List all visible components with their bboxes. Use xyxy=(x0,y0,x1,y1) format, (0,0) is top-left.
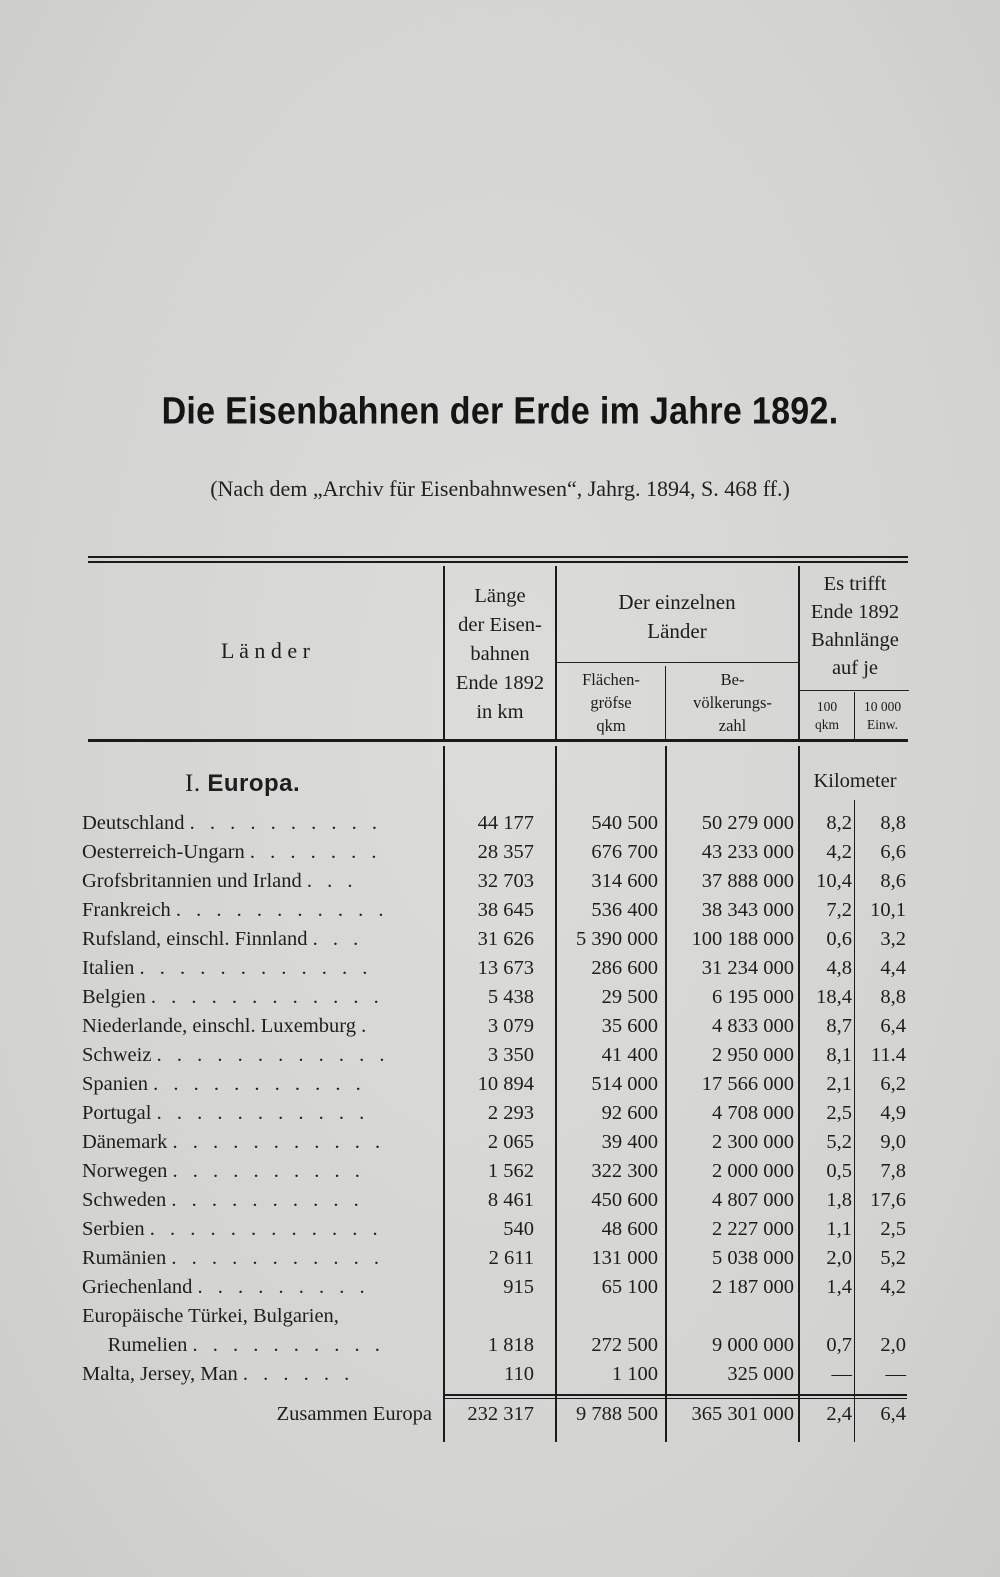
total-bevoelkerung: 365 301 000 xyxy=(691,1403,794,1425)
total-rule xyxy=(443,1394,907,1396)
per-qkm-value: 0,5 xyxy=(826,1160,852,1182)
flaeche-value: 35 600 xyxy=(601,1015,658,1037)
laenge-value: 1 818 xyxy=(487,1334,534,1356)
per-qkm-value: 2,0 xyxy=(826,1247,852,1269)
country-label: Dänemark xyxy=(82,1131,168,1153)
laenge-value: 2 293 xyxy=(487,1102,534,1124)
flaeche-value: 272 500 xyxy=(591,1334,658,1356)
flaeche-value: 65 100 xyxy=(601,1276,658,1298)
per-qkm-value: 1,4 xyxy=(826,1276,852,1298)
per-einw-value: 4,2 xyxy=(880,1276,906,1298)
per-qkm-value: 0,7 xyxy=(826,1334,852,1356)
header-laenge: Länge der Eisen- bahnen Ende 1892 in km xyxy=(455,585,545,723)
bevoelkerung-value: 5 038 000 xyxy=(712,1247,794,1269)
table-row xyxy=(0,1160,1000,1189)
country-label: Schweiz xyxy=(82,1044,152,1066)
bevoelkerung-value: 9 000 000 xyxy=(712,1334,794,1356)
country-name xyxy=(82,1334,434,1357)
country-label: Rumänien xyxy=(82,1247,167,1269)
country-name xyxy=(82,957,434,980)
per-qkm-value: 2,1 xyxy=(826,1073,852,1095)
per-qkm-value: 18,4 xyxy=(816,986,852,1008)
country-name xyxy=(82,928,434,951)
laenge-value: 10 894 xyxy=(477,1073,534,1095)
per-einw-value: 6,6 xyxy=(880,841,906,863)
country-label: Belgien xyxy=(82,986,146,1008)
per-einw-value: 8,6 xyxy=(880,870,906,892)
flaeche-value: 29 500 xyxy=(601,986,658,1008)
flaeche-value: 314 600 xyxy=(591,870,658,892)
per-qkm-value: 4,8 xyxy=(826,957,852,979)
laenge-value: 915 xyxy=(503,1276,534,1298)
header-bottom-rule xyxy=(88,739,908,742)
table-row xyxy=(0,1131,1000,1160)
country-label: Malta, Jersey, Man xyxy=(82,1363,238,1385)
per-einw-value: 17,6 xyxy=(870,1189,906,1211)
country-label: Italien xyxy=(82,957,135,979)
section-heading: I. Europa. xyxy=(185,770,301,797)
total-per-einw: 6,4 xyxy=(880,1403,906,1425)
header-laender: L ä n d e r xyxy=(221,638,310,663)
leader-dots: . . . . . . . . . . . . xyxy=(139,957,373,979)
laenge-value: 31 626 xyxy=(477,928,534,950)
leader-dots: . . . . . . . xyxy=(249,841,382,863)
laenge-value: 3 079 xyxy=(487,1015,534,1037)
table-row xyxy=(0,986,1000,1015)
total-laenge: 232 317 xyxy=(467,1403,534,1425)
leader-dots: . . . . . . . . . . . xyxy=(171,1247,385,1269)
page-subtitle: (Nach dem „Archiv für Eisenbahnwesen“, Jahrg. 1894, S. 468 ff.) xyxy=(210,476,790,501)
laenge-value: 28 357 xyxy=(477,841,534,863)
per-einw-value: 3,2 xyxy=(880,928,906,950)
leader-dots: . . . . . . . . . . xyxy=(171,1189,364,1211)
leader-dots: . . . xyxy=(312,928,364,950)
table-row xyxy=(0,1276,1000,1305)
table-row xyxy=(0,870,1000,899)
table-row xyxy=(0,1218,1000,1247)
flaeche-value: 450 600 xyxy=(591,1189,658,1211)
table-row xyxy=(0,1015,1000,1044)
bevoelkerung-value: 50 279 000 xyxy=(701,812,794,834)
country-name xyxy=(82,986,434,1009)
leader-dots: . . . . . . . . . . . . xyxy=(150,986,384,1008)
laenge-value: 32 703 xyxy=(477,870,534,892)
per-qkm-value: 5,2 xyxy=(826,1131,852,1153)
country-label: Serbien xyxy=(82,1218,145,1240)
bevoelkerung-value: 100 188 000 xyxy=(691,928,794,950)
per-einw-value: 10,1 xyxy=(870,899,906,921)
total-per-qkm: 2,4 xyxy=(826,1403,852,1425)
flaeche-value: 286 600 xyxy=(591,957,658,979)
leader-dots: . . . . . . . . . xyxy=(197,1276,370,1298)
country-label: Niederlande, einschl. Luxemburg xyxy=(82,1015,357,1037)
flaeche-value: 92 600 xyxy=(601,1102,658,1124)
country-name xyxy=(82,841,434,864)
flaeche-value: 514 000 xyxy=(591,1073,658,1095)
leader-dots: . . . xyxy=(306,870,358,892)
laenge-value: 110 xyxy=(504,1363,534,1385)
total-rule-2 xyxy=(443,1398,907,1399)
flaeche-value: 676 700 xyxy=(591,841,658,863)
laenge-value: 3 350 xyxy=(487,1044,534,1066)
per-qkm-value: 1,8 xyxy=(826,1189,852,1211)
flaeche-value: 536 400 xyxy=(591,899,658,921)
per-qkm-value: 8,7 xyxy=(826,1015,852,1037)
bevoelkerung-value: 38 343 000 xyxy=(701,899,794,921)
header-per-10000-einw: 10 000 Einw. xyxy=(863,699,902,732)
per-qkm-value: 10,4 xyxy=(816,870,852,892)
country-label: Portugal xyxy=(82,1102,152,1124)
bevoelkerung-value: 37 888 000 xyxy=(701,870,794,892)
bevoelkerung-value: 2 187 000 xyxy=(712,1276,794,1298)
per-einw-value: 6,4 xyxy=(880,1015,906,1037)
laenge-value: 44 177 xyxy=(477,812,534,834)
country-name xyxy=(82,1073,434,1096)
leader-dots: . . . . . . . . . . xyxy=(172,1160,365,1182)
bevoelkerung-value: 2 227 000 xyxy=(712,1218,794,1240)
country-label: Grofsbritannien und Irland xyxy=(82,870,302,892)
country-name xyxy=(82,1015,434,1038)
per-einw-value: 11.4 xyxy=(870,1044,906,1066)
flaeche-value: 540 500 xyxy=(591,812,658,834)
per-qkm-value: 2,5 xyxy=(826,1102,852,1124)
table-row xyxy=(0,1247,1000,1276)
per-einw-value: 7,8 xyxy=(880,1160,906,1182)
bevoelkerung-value: 43 233 000 xyxy=(701,841,794,863)
laenge-value: 8 461 xyxy=(487,1189,534,1211)
laenge-value: 2 065 xyxy=(487,1131,534,1153)
table-row xyxy=(0,812,1000,841)
flaeche-value: 1 100 xyxy=(611,1363,658,1385)
per-einw-value: 2,0 xyxy=(880,1334,906,1356)
table-row xyxy=(0,928,1000,957)
leader-dots: . . . . . . . . . . xyxy=(192,1334,385,1356)
total-row xyxy=(0,1403,1000,1432)
bevoelkerung-value: 31 234 000 xyxy=(701,957,794,979)
table-row xyxy=(0,1189,1000,1218)
per-qkm-value: — xyxy=(831,1363,852,1385)
leader-dots: . . . . . . . . . . xyxy=(189,812,382,834)
per-einw-value: 9,0 xyxy=(880,1131,906,1153)
table-row xyxy=(0,1334,1000,1363)
per-einw-value: 8,8 xyxy=(880,812,906,834)
bevoelkerung-value: 4 807 000 xyxy=(712,1189,794,1211)
country-name xyxy=(82,1102,434,1125)
per-qkm-value: 8,2 xyxy=(826,812,852,834)
table-row xyxy=(0,841,1000,870)
country-label: Norwegen xyxy=(82,1160,168,1182)
country-name xyxy=(82,1218,434,1241)
country-name xyxy=(82,1247,434,1270)
per-einw-value: 5,2 xyxy=(880,1247,906,1269)
per-qkm-value: 0,6 xyxy=(826,928,852,950)
country-name xyxy=(82,1305,434,1328)
header-bevoelkerung: Be- völkerungs- zahl xyxy=(693,670,772,735)
table-row xyxy=(0,957,1000,986)
per-einw-value: 6,2 xyxy=(880,1073,906,1095)
country-name xyxy=(82,1044,434,1067)
unit-kilometer: Kilometer xyxy=(813,770,897,792)
leader-dots: . . . . . . . . . . . xyxy=(175,899,389,921)
leader-dots: . . . . . . . . . . . . xyxy=(156,1044,390,1066)
country-name xyxy=(82,1189,434,1212)
bevoelkerung-value: 2 000 000 xyxy=(712,1160,794,1182)
country-name xyxy=(82,870,434,893)
laenge-value: 1 562 xyxy=(487,1160,534,1182)
header-per-100-qkm: 100 qkm xyxy=(814,699,839,732)
country-label: Griechenland xyxy=(82,1276,193,1298)
table-row xyxy=(0,1102,1000,1131)
leader-dots: . . . . . . . . . . . xyxy=(153,1073,366,1095)
bevoelkerung-value: 2 950 000 xyxy=(712,1044,794,1066)
header-flaeche: Flächen- gröfse qkm xyxy=(582,670,640,735)
bevoelkerung-value: 17 566 000 xyxy=(701,1073,794,1095)
leader-dots: . xyxy=(361,1015,372,1037)
per-qkm-value: 7,2 xyxy=(826,899,852,921)
subheader-rule xyxy=(556,662,798,663)
col-divider-3 xyxy=(665,666,666,740)
table-top-rule xyxy=(88,556,908,558)
per-einw-value: 8,8 xyxy=(880,986,906,1008)
per-qkm-value: 8,1 xyxy=(826,1044,852,1066)
country-name xyxy=(82,1131,434,1154)
per-einw-value: 4,4 xyxy=(880,957,906,979)
leader-dots: . . . . . . . . . . . xyxy=(172,1131,386,1153)
per-einw-value: 2,5 xyxy=(880,1218,906,1240)
per-einw-value: — xyxy=(885,1363,906,1385)
total-label: Zusammen Europa xyxy=(276,1403,432,1425)
total-flaeche: 9 788 500 xyxy=(576,1403,658,1425)
subheader-rule-right xyxy=(799,690,909,691)
table-row xyxy=(0,1363,1000,1392)
per-qkm-value: 1,1 xyxy=(826,1218,852,1240)
bevoelkerung-value: 4 708 000 xyxy=(712,1102,794,1124)
header-es-trifft: Es trifft Ende 1892 Bahnlänge auf je xyxy=(810,573,900,679)
laenge-value: 5 438 xyxy=(487,986,534,1008)
flaeche-value: 131 000 xyxy=(591,1247,658,1269)
bevoelkerung-value: 2 300 000 xyxy=(712,1131,794,1153)
bevoelkerung-value: 325 000 xyxy=(727,1363,794,1385)
leader-dots: . . . . . . . . . . . xyxy=(156,1102,370,1124)
country-name xyxy=(82,1276,434,1299)
country-label: Deutschland xyxy=(82,812,185,834)
laenge-value: 2 611 xyxy=(488,1247,534,1269)
flaeche-value: 39 400 xyxy=(601,1131,658,1153)
flaeche-value: 322 300 xyxy=(591,1160,658,1182)
country-label: Rufsland, einschl. Finnland xyxy=(82,928,308,950)
country-name xyxy=(82,899,434,922)
table-row xyxy=(0,1305,1000,1334)
country-label: Rumelien xyxy=(82,1334,188,1356)
bevoelkerung-value: 6 195 000 xyxy=(712,986,794,1008)
header-einzelnen-laender: Der einzelnen Länder xyxy=(618,590,736,643)
country-name xyxy=(82,812,434,835)
leader-dots: . . . . . . xyxy=(242,1363,355,1385)
table-row xyxy=(0,1044,1000,1073)
laenge-value: 540 xyxy=(503,1218,534,1240)
country-label: Spanien xyxy=(82,1073,149,1095)
flaeche-value: 48 600 xyxy=(601,1218,658,1240)
country-label: Frankreich xyxy=(82,899,171,921)
laenge-value: 38 645 xyxy=(477,899,534,921)
table-top-rule-2 xyxy=(88,561,908,563)
country-label: Schweden xyxy=(82,1189,167,1211)
laenge-value: 13 673 xyxy=(477,957,534,979)
leader-dots: . . . . . . . . . . . . xyxy=(149,1218,383,1240)
page-title: Die Eisenbahnen der Erde im Jahre 1892. xyxy=(161,389,839,433)
country-name xyxy=(82,1363,434,1386)
country-label: Europäische Türkei, Bulgarien, xyxy=(82,1305,339,1327)
per-qkm-value: 4,2 xyxy=(826,841,852,863)
bevoelkerung-value: 4 833 000 xyxy=(712,1015,794,1037)
flaeche-value: 5 390 000 xyxy=(576,928,658,950)
table-row xyxy=(0,1073,1000,1102)
country-name xyxy=(82,1160,434,1183)
flaeche-value: 41 400 xyxy=(601,1044,658,1066)
per-einw-value: 4,9 xyxy=(880,1102,906,1124)
country-label: Oesterreich-Ungarn xyxy=(82,841,245,863)
table-row xyxy=(0,899,1000,928)
